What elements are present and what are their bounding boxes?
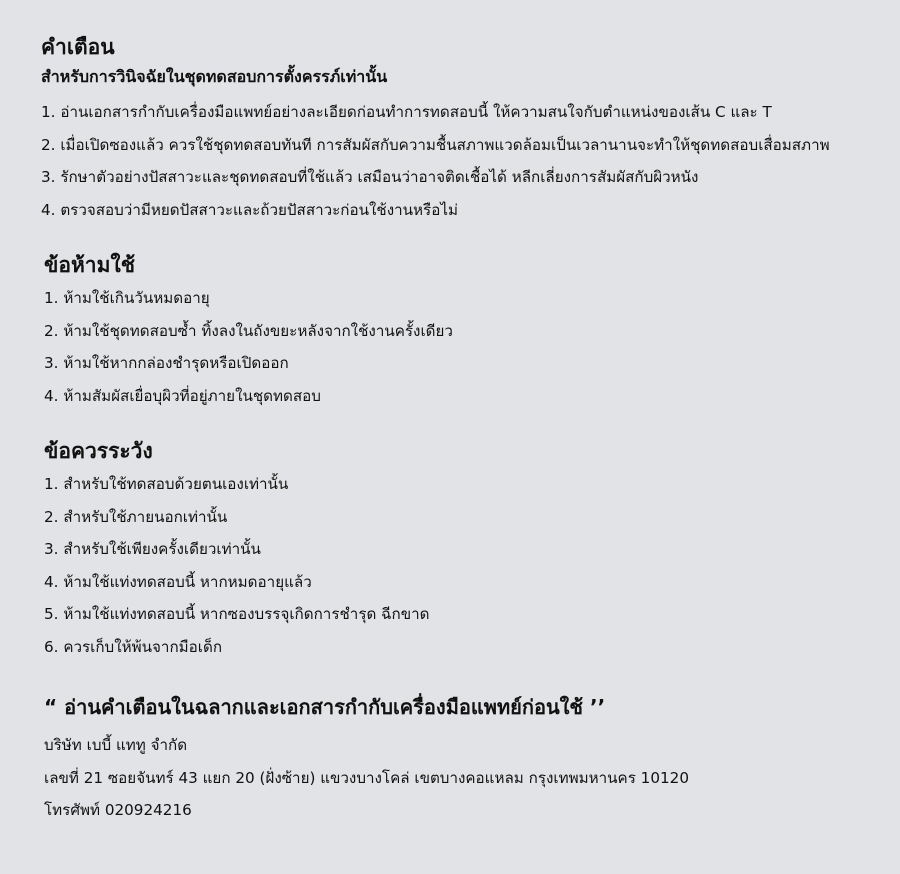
- list-item: 1. ห้ามใช้เกินวันหมดอายุ: [44, 289, 210, 307]
- label-document: [41, 30, 891, 827]
- list-item: 6. ควรเก็บให้พ้นจากมือเด็ก: [44, 637, 223, 656]
- warning-subtitle: สำหรับการวินิจฉัยในชุดทดสอบการตั้งครรภ์เท่านั้น: [41, 67, 388, 86]
- list-item: 1. อ่านเอกสารกำกับเครื่องมือแพทย์อย่างละเอียดก่อนทำการทดสอบนี้ ให้ความสนใจกับตำแหน่งของเส้น C และ T: [41, 103, 772, 121]
- warning-list: [41, 96, 891, 226]
- list-item: 2. สำหรับใช้ภายนอกเท่านั้น: [44, 507, 228, 526]
- list-item: 3. สำหรับใช้เพียงครั้งเดียวเท่านั้น: [44, 540, 261, 558]
- read-warning-quote: “ อ่านคำเตือนในฉลากและเอกสารกำกับเครื่องมือแพทย์ก่อนใช้ ’’: [44, 695, 606, 719]
- list-item: 4. ห้ามสัมผัสเยื่อบุผิวที่อยู่ภายในชุดทดสอบ: [44, 386, 321, 405]
- list-item: 5. ห้ามใช้แท่งทดสอบนี้ หากซองบรรจุเกิดการชำรุด ฉีกขาด: [44, 605, 430, 623]
- contraindications-list: [44, 282, 891, 412]
- company-address: เลขที่ 21 ซอยจันทร์ 43 แยก 20 (ฝั่งซ้าย) แขวงบางโคล่ เขตบางคอแหลม กรุงเทพมหานคร 10120: [44, 768, 689, 787]
- precautions-list: [44, 468, 891, 663]
- company-phone: โทรศัพท์ 020924216: [44, 801, 192, 819]
- list-item: 4. ตรวจสอบว่ามีหยดปัสสาวะและถ้วยปัสสาวะก่อนใช้งานหรือไม่: [41, 200, 458, 219]
- warning-title: คำเตือน: [41, 35, 115, 59]
- list-item: 2. ห้ามใช้ชุดทดสอบซ้ำ ทิ้งลงในถังขยะหลังจากใช้งานครั้งเดียว: [44, 321, 453, 340]
- list-item: 4. ห้ามใช้แท่งทดสอบนี้ หากหมดอายุแล้ว: [44, 572, 312, 591]
- precautions-title: ข้อควรระวัง: [44, 439, 153, 463]
- list-item: 3. ห้ามใช้หากกล่องชำรุดหรือเปิดออก: [44, 354, 289, 372]
- company-name: บริษัท เบบี้ แททู จำกัด: [44, 736, 188, 754]
- contraindications-title: ข้อห้ามใช้: [44, 253, 135, 277]
- list-item: 3. รักษาตัวอย่างปัสสาวะและชุดทดสอบที่ใช้แล้ว เสมือนว่าอาจติดเชื้อได้ หลีกเลี่ยงการสัมผัสกับผิวหนัง: [41, 168, 699, 186]
- list-item: 1. สำหรับใช้ทดสอบด้วยตนเองเท่านั้น: [44, 475, 289, 493]
- list-item: 2. เมื่อเปิดซองแล้ว ควรใช้ชุดทดสอบทันที การสัมผัสกับความชื้นสภาพแวดล้อมเป็นเวลานานจะทำให้ชุดทดสอบเสื่อมสภาพ: [41, 135, 830, 154]
